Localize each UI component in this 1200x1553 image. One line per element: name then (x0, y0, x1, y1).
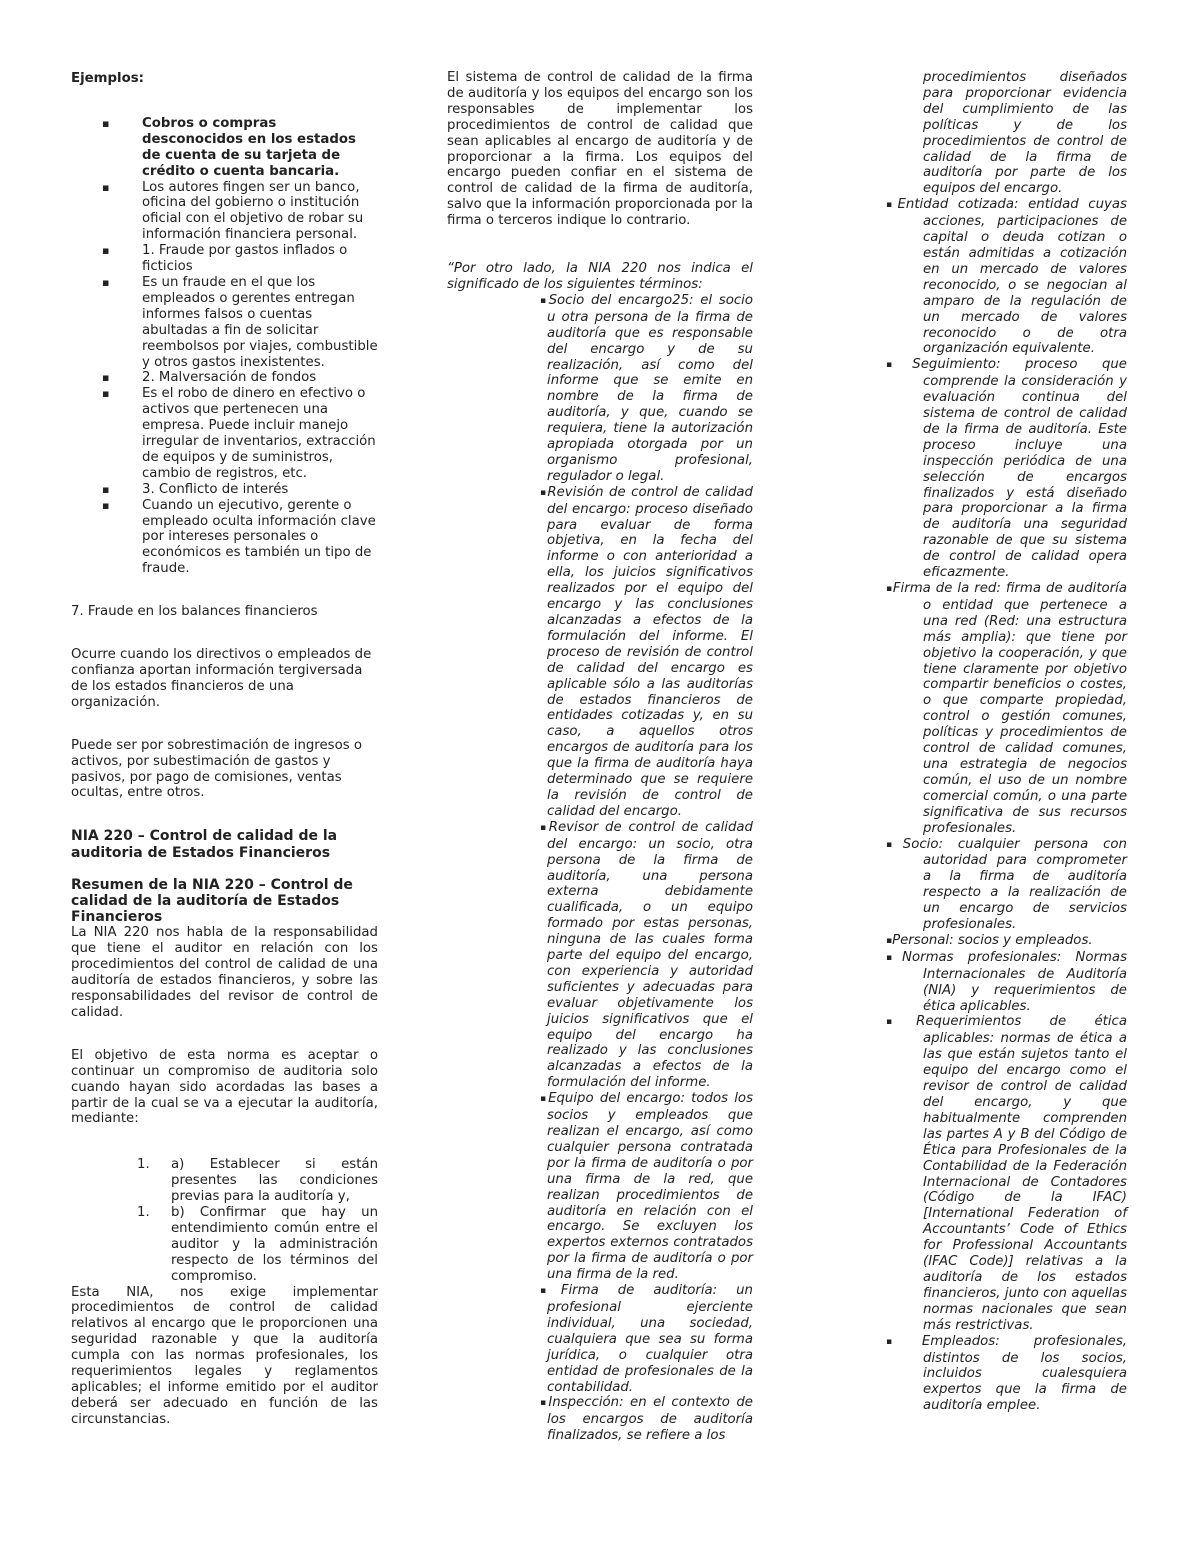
definition-item: ▪Entidad cotizada: entidad cuyas acciones, participaciones de capital o deuda cotizan o están admitidas a cotización en un mercado de valores reconocido, o se negocian al amparo de la regulación de un mercado de valores reconocido o de otra organización equivalente. (886, 197, 1127, 357)
list-item: ▪ Cobros o compras desconocidos en los estados de cuenta de su tarjeta de crédito o cuenta bancaria. (71, 116, 378, 180)
continued-definition: procedimientos diseñados para proporcionar evidencia del cumplimiento de las políticas y de los procedimientos de control de calidad de la firma de auditoría por parte de los equipos del encargo. (923, 70, 1127, 197)
paragraph: Esta NIA, nos exige implementar procedimientos de control de calidad relativos al encargo que le proporcionen una seguridad razonable y que la auditoría cumpla con las normas profesionales, los requerimientos legales y reglamentos aplicables; el informe emitido por el auditor deberá ser adecuado en función de las circunstancias. (71, 1284, 378, 1427)
column-middle (447, 70, 753, 1444)
definition-text: Socio del encargo25: el socio u otra persona de la firma de auditoría que es responsable del encargo y de su realización, así como del informe que se emite en nombre de la firma de auditoría, y que, cuando se requiera, tiene la autorización apropiada otorgada por un organismo profesional, regulador o legal. (547, 292, 753, 484)
list-item (137, 1157, 378, 1205)
definition-text: Requerimientos de ética aplicables: normas de ética a las que están sujetos tanto el equipo del encargo como el revisor de control de calidad del encargo, y que habitualmente comprenden las partes A y B del Código de Ética para Profesionales de la Contabilidad de la Federación Internacional de Contadores (Código de la IFAC) [International Federation of Accountants’ Code of Ethics for Professional Accountants (IFAC Code)] relativas a la auditoría de los estados financieros, junto con aquellas normas nacionales que sean más restrictivas. (916, 1014, 1127, 1333)
numbered-list (71, 1157, 378, 1284)
definition-text: Normas profesionales: Normas Internacionales de Auditoría (NIA) y requerimientos de ética aplicables. (902, 949, 1127, 1014)
paragraph: La NIA 220 nos habla de la responsabilidad que tiene el auditor en relación con los procedimientos del control de calidad de una auditoría de estados financieros, y sobre las responsabilidades del revisor de control de calidad. (71, 925, 378, 1020)
definition-item: ▪Socio: cualquier persona con autoridad para comprometer a la firma de auditoría respecto a la realización de un encargo de servicios profesionales. (886, 836, 1127, 933)
examples-heading: Ejemplos: (71, 71, 144, 86)
list-item: ▪ 3. Conflicto de interés (71, 482, 378, 498)
definitions-list (886, 197, 1127, 1414)
column-left (71, 70, 378, 1428)
paragraph: El objetivo de esta norma es aceptar o continuar un compromiso de auditoria solo cuando hayan sido acordadas las bases a partir de la cual se va a ejecutar la auditoría, mediante: (71, 1047, 378, 1127)
definition-item: ▪Equipo del encargo: todos los socios y empleados que realizan el encargo, así como cualquier persona contratada por la firma de auditoría o por una firma de la red, que realizan procedimientos de auditoría en relación con el encargo. Se excluyen los expertos externos contratados por la firma de auditoría o por una firma de la red. (540, 1091, 753, 1283)
list-item: ▪ Cuando un ejecutivo, gerente o empleado oculta información clave por intereses personales o económicos es también un tipo de fraude. (71, 498, 378, 578)
definition-text: Personal: socios y empleados. (892, 932, 1093, 948)
definition-text: Entidad cotizada: entidad cuyas acciones, participaciones de capital o deuda cotizan o están admitidas a cotización en un mercado de valores reconocido, o se negocian al amparo de la regulación de un mercado de valores reconocido o de otra organización equivalente. (897, 197, 1127, 357)
definition-item: ▪Revisión de control de calidad del encargo: proceso diseñado para evaluar de forma objetiva, en la fecha del informe o con anterioridad a ella, los juicios significativos realizados por el equipo del encargo y las conclusiones alcanzadas a efectos de la formulación del informe. El proceso de revisión de control de calidad del encargo es aplicable sólo a las auditorías de estados financieros de entidades cotizadas y, en su caso, a aquellos otros encargos de auditoría para los que la firma de auditoría haya determinado que se requiere la revisión de control de calidad del encargo. (540, 484, 754, 819)
definition-text: Revisión de control de calidad del encargo: proceso diseñado para evaluar de forma objetiva, en la fecha del informe o con anterioridad a ella, los juicios significativos realizados por el equipo del encargo y las conclusiones alcanzadas a efectos de la formulación del informe. El proceso de revisión de control de calidad del encargo es aplicable sólo a las auditorías de estados financieros de entidades cotizadas y, en su caso, a aquellos otros encargos de auditoría para los que la firma de auditoría haya determinado que se requiere la revisión de control de calidad del encargo. (547, 484, 754, 819)
definition-text: Firma de la red: firma de auditoría o entidad que pertenece a una red (Red: una estructura más amplia): que tiene por objetivo la cooperación, y que tiene claramente por objetivo compartir beneficios o costes, o que comparte propiedad, control o gestión comunes, políticas y procedimientos de control de calidad comunes, una estrategia de negocios común, el uso de un nombre comercial común, o una parte significativa de sus recursos profesionales. (892, 581, 1128, 836)
definition-text: Revisor de control de calidad del encargo: un socio, otra persona de la firma de auditoría, una persona externa debidamente cualificada, o un equipo formado por estas personas, ninguna de las cuales forma parte del equipo del encargo, con experiencia y autoridad suficientes y adecuadas para evaluar objetivamente los juicios significativos que el equipo del encargo ha realizado y las conclusiones alcanzadas a efectos de la formulación del informe. (547, 819, 753, 1091)
list-item (137, 1205, 378, 1285)
paragraph: Ocurre cuando los directivos o empleados de confianza aportan información tergiversada de los estados financieros de una organización. (71, 647, 372, 710)
examples-list (71, 116, 378, 577)
definition-item: ▪Seguimiento: proceso que comprende la consideración y evaluación continua del sistema de control de calidad de la firma de auditoría. Este proceso incluye una inspección periódica de una selección de encargos finalizados y está diseñado para proporcionar a la firma de auditoría una seguridad razonable de que su sistema de control de calidad opera eficazmente. (886, 357, 1127, 581)
definition-item: ▪Requerimientos de ética aplicables: normas de ética a las que están sujetos tanto el equipo del encargo como el revisor de control de calidad del encargo, y que habitualmente comprenden las partes A y B del Código de Ética para Profesionales de la Contabilidad de la Federación Internacional de Contadores (Código de la IFAC) [International Federation of Accountants’ Code of Ethics for Professional Accountants (IFAC Code)] relativas a la auditoría de los estados financieros, junto con aquellas normas nacionales que sean más restrictivas. (886, 1014, 1127, 1333)
nia-220-title: NIA 220 – Control de calidad de la auditoria de Estados Financieros (71, 828, 338, 862)
definition-text: Empleados: profesionales, distintos de los socios, incluidos cualesquiera expertos que la firma de auditoría emplee. (921, 1333, 1127, 1414)
definition-text: Socio: cualquier persona con autoridad para comprometer a la firma de auditoría respecto a la realización de un encargo de servicios profesionales. (902, 836, 1127, 933)
fraud-7-heading: 7. Fraude en los balances financieros (71, 604, 318, 620)
list-number: 1. (137, 1157, 150, 1173)
definition-text: Seguimiento: proceso que comprende la consideración y evaluación continua del sistema de control de calidad de la firma de auditoría. Este proceso incluye una inspección periódica de una selección de encargos finalizados y está diseñado para proporcionar a la firma de auditoría una seguridad razonable de que su sistema de control de calidad opera eficazmente. (912, 357, 1127, 581)
definition-text: Inspección: en el contexto de los encargos de auditoría finalizados, se refiere a los (547, 1395, 753, 1444)
quote-intro: “Por otro lado, la NIA 220 nos indica el significado de los siguientes términos: (447, 261, 753, 292)
list-number: 1. (137, 1205, 150, 1221)
column-right (886, 70, 1127, 1414)
list-text: a) Establecer si están presentes las condiciones previas para la auditoría y, (171, 1157, 378, 1205)
list-item: ▪ Los autores fingen ser un banco, oficina del gobierno o institución oficial con el objetivo de robar su información financiera personal. (71, 180, 378, 244)
summary-title: Resumen de la NIA 220 – Control de calidad de la auditoría de Estados Financieros (71, 877, 353, 926)
list-item: ▪ 2. Malversación de fondos (71, 370, 378, 386)
definition-item: ▪Firma de la red: firma de auditoría o entidad que pertenece a una red (Red: una estructura más amplia): que tiene por objetivo la cooperación, y que tiene claramente por objetivo compartir beneficios o costes, o que comparte propiedad, control o gestión comunes, políticas y procedimientos de control de calidad comunes, una estrategia de negocios común, el uso de un nombre comercial común, o una parte significativa de sus recursos profesionales. (886, 581, 1128, 836)
list-item: ▪ 1. Fraude por gastos inflados o ficticios (71, 243, 378, 275)
definition-item: ▪Socio del encargo25: el socio u otra persona de la firma de auditoría que es responsable del encargo y de su realización, así como del informe que se emite en nombre de la firma de auditoría, y que, cuando se requiera, tiene la autorización apropiada otorgada por un organismo profesional, regulador o legal. (540, 292, 753, 484)
definitions-list (447, 293, 753, 1444)
paragraph: El sistema de control de calidad de la firma de auditoría y los equipos del encargo son los responsables de implementar los procedimientos de control de calidad que sean aplicables al encargo de auditoría y de proporcionar a la firma. Los equipos del encargo pueden confiar en el sistema de control de calidad de la firma de auditoría, salvo que la información proporcionada por la firma o terceros indique lo contrario. (447, 70, 753, 229)
definition-item: ▪Normas profesionales: Normas Internacionales de Auditoría (NIA) y requerimientos de ética aplicables. (886, 949, 1127, 1014)
definition-item: ▪Revisor de control de calidad del encargo: un socio, otra persona de la firma de auditoría, una persona externa debidamente cualificada, o un equipo formado por estas personas, ninguna de las cuales forma parte del equipo del encargo, con experiencia y autoridad suficientes y adecuadas para evaluar objetivamente los juicios significativos que el equipo del encargo ha realizado y las conclusiones alcanzadas a efectos de la formulación del informe. (540, 819, 753, 1091)
definition-item: ▪Personal: socios y empleados. (886, 932, 1093, 948)
list-item: ▪ Es el robo de dinero en efectivo o activos que pertenecen una empresa. Puede incluir manejo irregular de inventarios, extracción de equipos y de suministros, cambio de registros, etc. (71, 386, 378, 481)
definition-item: ▪Empleados: profesionales, distintos de los socios, incluidos cualesquiera expertos que la firma de auditoría emplee. (886, 1333, 1127, 1414)
definition-item: ▪Firma de auditoría: un profesional ejerciente individual, una sociedad, cualquiera que sea su forma jurídica, o cualquier otra entidad de profesionales de la contabilidad. (540, 1283, 753, 1395)
definition-text: Firma de auditoría: un profesional ejerciente individual, una sociedad, cualquiera que sea su forma jurídica, o cualquier otra entidad de profesionales de la contabilidad. (547, 1283, 753, 1395)
list-item: ▪ Es un fraude en el que los empleados o gerentes entregan informes falsos o cuentas abultadas a fin de solicitar reembolsos por viajes, combustible y otros gastos inexistentes. (71, 275, 378, 370)
list-text: b) Confirmar que hay un entendimiento común entre el auditor y la administración respecto de los términos del compromiso. (171, 1205, 378, 1284)
definition-item: ▪Inspección: en el contexto de los encargos de auditoría finalizados, se refiere a los (540, 1395, 753, 1444)
definition-text: Equipo del encargo: todos los socios y empleados que realizan el encargo, así como cualquier persona contratada por la firma de auditoría o por una firma de la red, que realizan procedimientos de auditoría en relación con el encargo. Se excluyen los expertos externos contratados por la firma de auditoría o por una firma de la red. (547, 1091, 753, 1283)
paragraph: Puede ser por sobrestimación de ingresos o activos, por subestimación de gastos y pasivos, por pago de comisiones, ventas ocultas, entre otros. (71, 737, 363, 801)
